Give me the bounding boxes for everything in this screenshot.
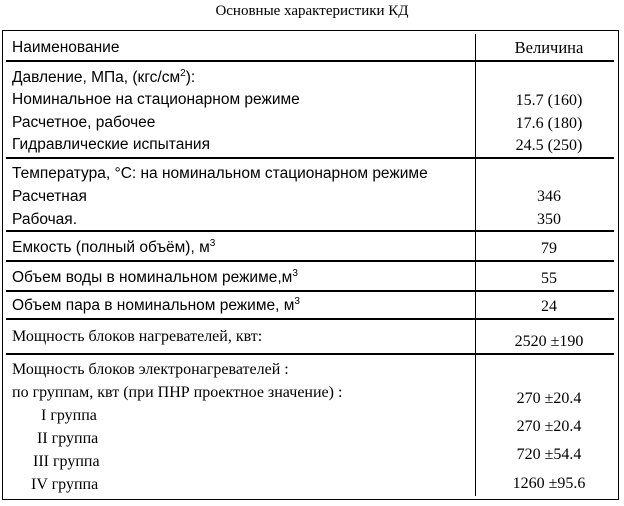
pressure-nominal-value: 15.7 (160) bbox=[515, 92, 583, 109]
row-divider bbox=[6, 318, 614, 320]
group-2-value: 270 ±20.4 bbox=[516, 418, 582, 435]
steam-volume-label: Объем пара в номинальном режиме, $м^3$ bbox=[12, 296, 300, 314]
electroheaters-line1: Мощность блоков электронагревателей : bbox=[12, 361, 289, 378]
heater-power-label: Мощность блоков нагревателей, квт: bbox=[12, 328, 263, 345]
steam-volume-value: 24 bbox=[541, 298, 557, 315]
pressure-test-value: 24.5 (250) bbox=[515, 137, 583, 154]
row-divider bbox=[6, 353, 614, 355]
heater-power-value: 2520 ±190 bbox=[514, 333, 584, 350]
temperature-design-label: Расчетная bbox=[12, 188, 87, 205]
group-3-value: 720 ±54.4 bbox=[516, 446, 582, 463]
pressure-design-label: Расчетное, рабочее bbox=[12, 114, 156, 131]
capacity-label: Емкость (полный объём), $м^3$ bbox=[12, 238, 216, 256]
row-divider bbox=[6, 60, 614, 62]
group-3-label: III группа bbox=[33, 453, 100, 470]
group-4-value: 1260 ±95.6 bbox=[512, 475, 586, 492]
pressure-nominal-label: Номинальное на стационарном режиме bbox=[12, 91, 300, 108]
row-divider bbox=[6, 230, 614, 232]
capacity-value: 79 bbox=[541, 240, 557, 257]
water-volume-label: Объем воды в номинальном $режиме,м^3$ bbox=[12, 268, 298, 286]
group-2-label: II группа bbox=[37, 430, 99, 447]
header-name: Наименование bbox=[12, 39, 120, 56]
pressure-design-value: 17.6 (180) bbox=[515, 115, 583, 132]
temperature-design-value: 346 bbox=[537, 188, 561, 205]
temperature-working-value: 350 bbox=[537, 211, 561, 228]
group-1-label: I группа bbox=[41, 407, 97, 424]
group-4-label: IV группа bbox=[31, 476, 99, 493]
pressure-test-label: Гидравлические испытания bbox=[12, 136, 210, 153]
row-divider bbox=[6, 157, 614, 159]
group-1-value: 270 ±20.4 bbox=[516, 390, 582, 407]
temperature-working-label: Рабочая. bbox=[12, 211, 77, 228]
row-divider bbox=[6, 260, 614, 262]
water-volume-value: 55 bbox=[541, 270, 557, 287]
electroheaters-line2: по группам, квт (при ПНР проектное значение) : bbox=[12, 384, 343, 401]
table-caption: Основные характеристики КД bbox=[215, 3, 409, 19]
pressure-title: Давление, МПа, $(кгс/см^2)$: bbox=[12, 68, 196, 86]
temperature-title: Температура, °С: на номинальном стационарном режиме bbox=[12, 165, 428, 182]
row-divider bbox=[6, 290, 614, 292]
header-value: Величина bbox=[514, 38, 584, 57]
